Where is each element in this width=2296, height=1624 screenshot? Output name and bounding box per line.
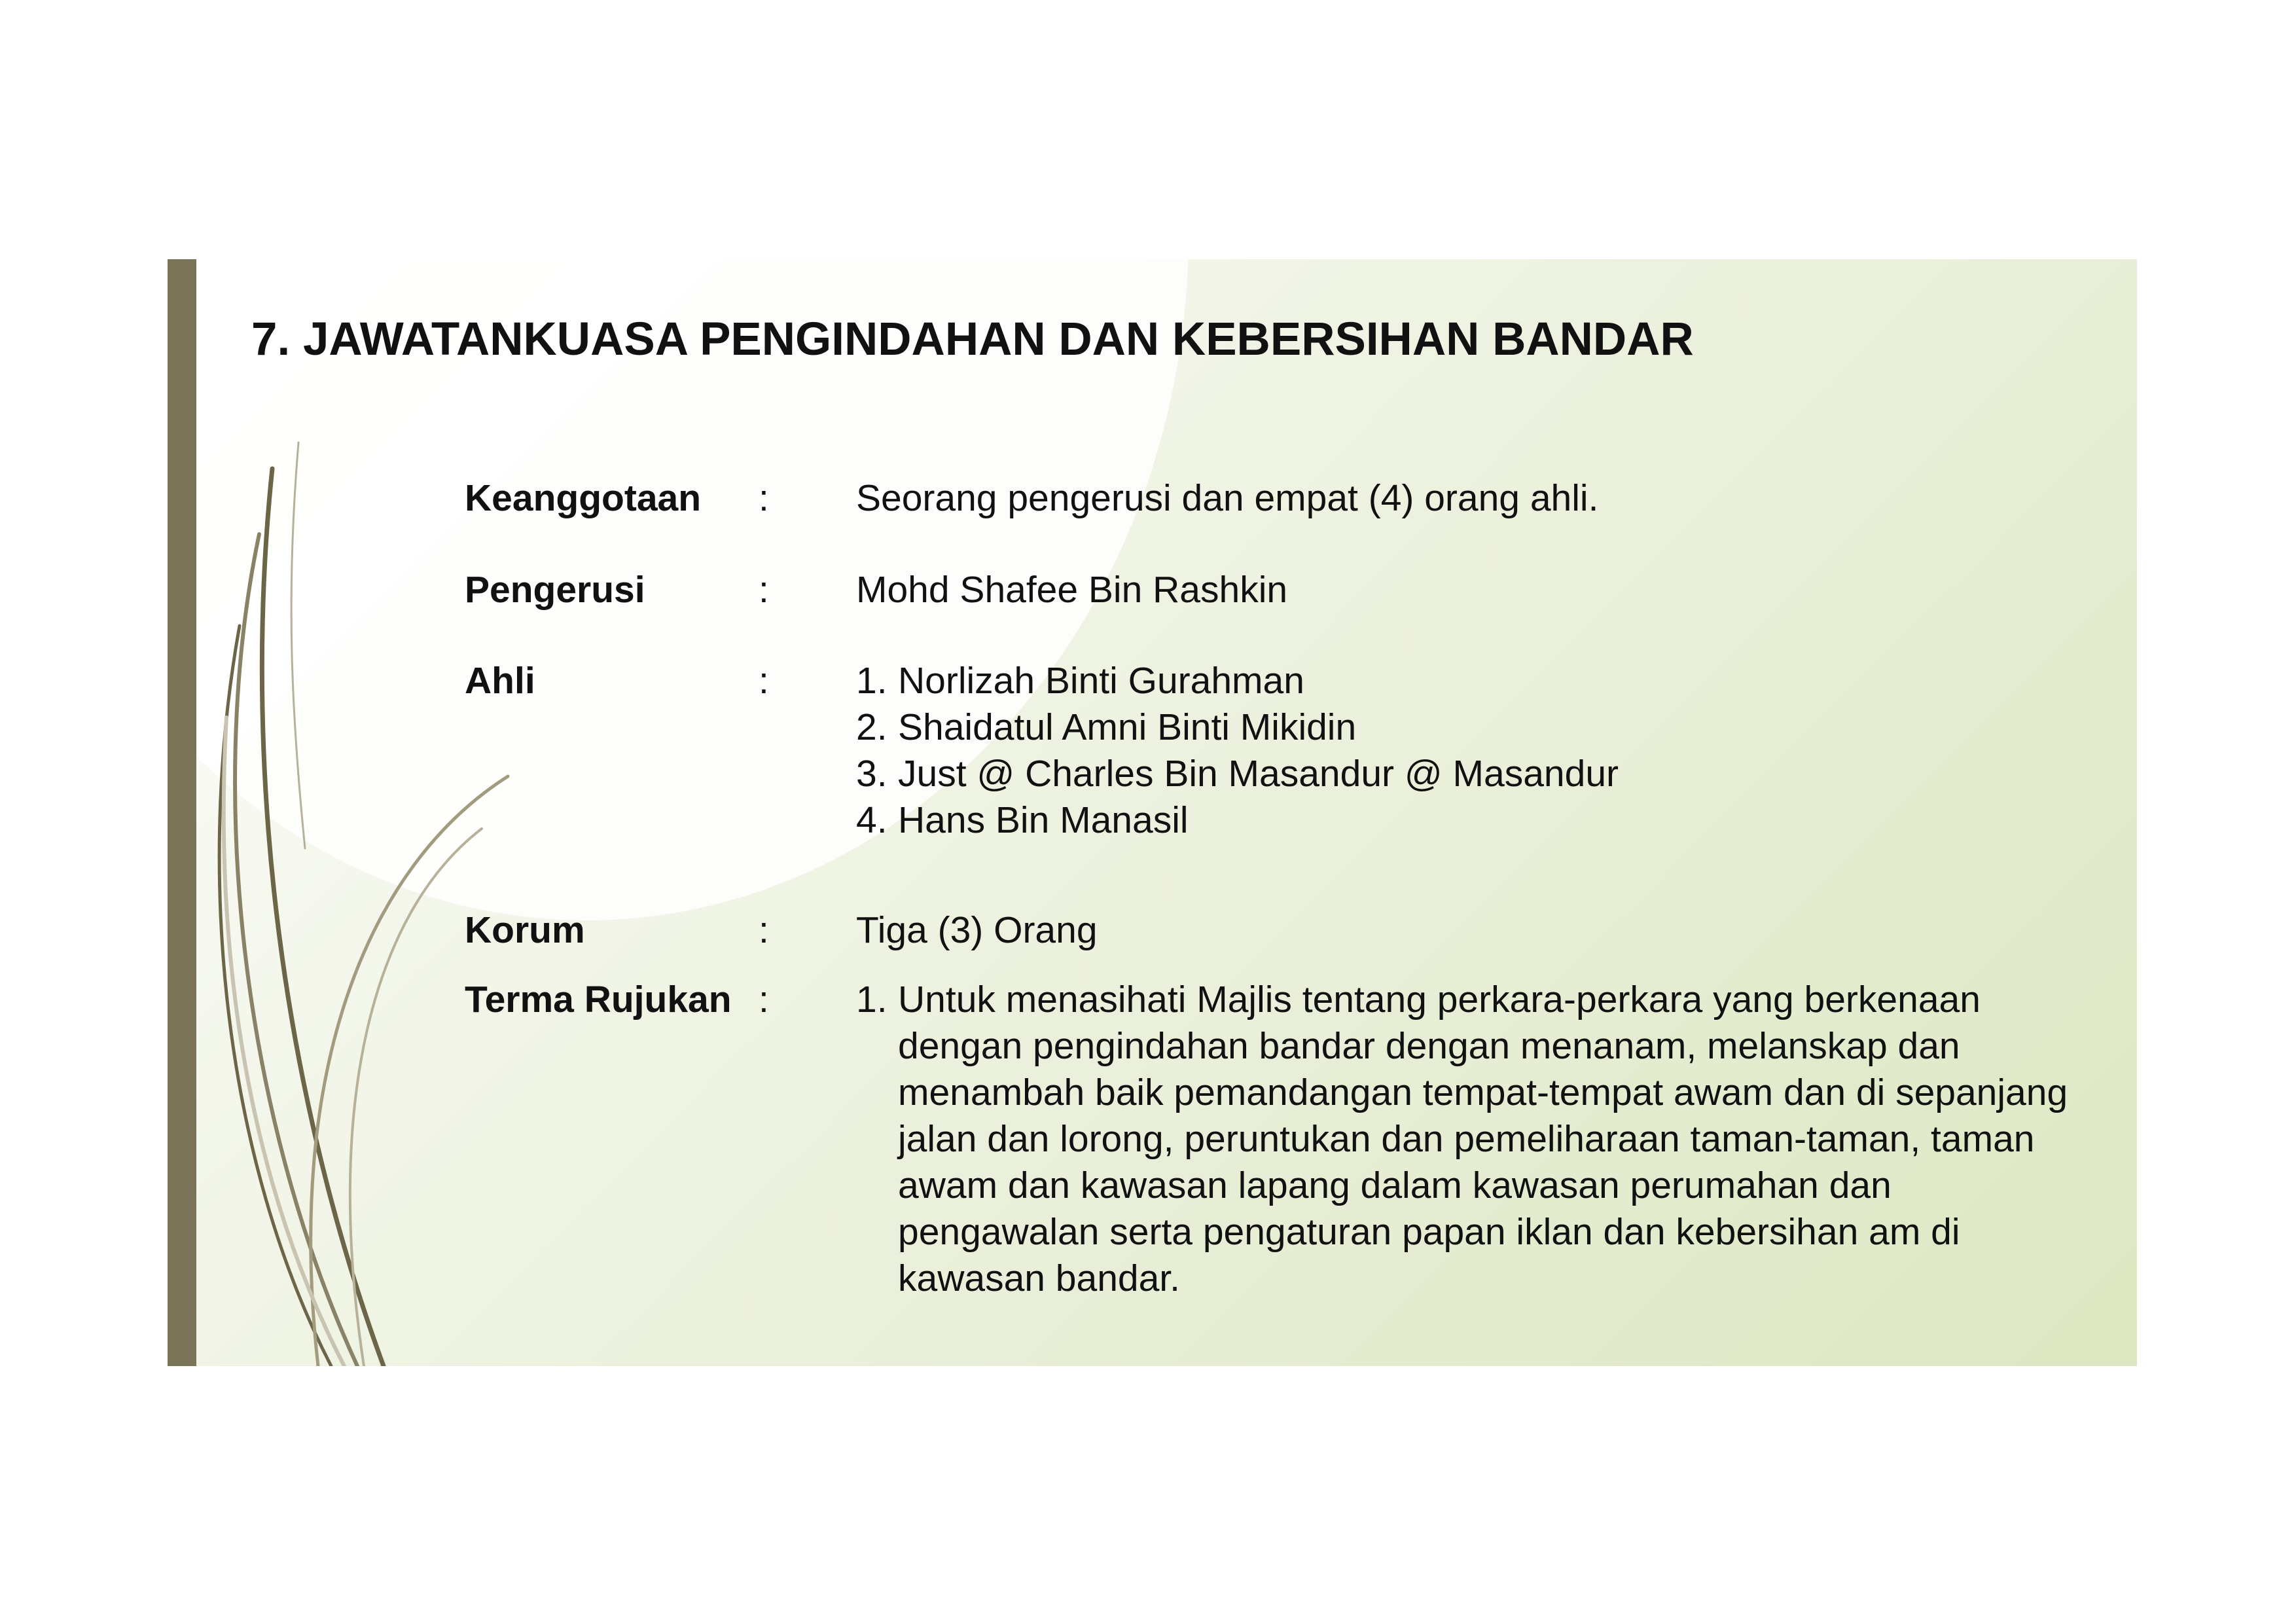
field-colon: : bbox=[759, 909, 769, 951]
field-label: Keanggotaan bbox=[465, 477, 702, 519]
list-number: 2. bbox=[856, 706, 888, 748]
terms-list bbox=[856, 977, 2087, 1302]
member-name: Just @ Charles Bin Masandur @ Masandur bbox=[898, 753, 1619, 795]
slide bbox=[168, 259, 2137, 1366]
field-colon: : bbox=[759, 569, 769, 611]
field-label: Ahli bbox=[465, 660, 535, 702]
field-colon: : bbox=[759, 660, 769, 702]
accent-bar bbox=[168, 259, 196, 1366]
member-name: Norlizah Binti Gurahman bbox=[898, 660, 1304, 702]
list-number: 1. bbox=[856, 660, 888, 702]
field-label: Pengerusi bbox=[465, 569, 645, 611]
field-value: Seorang pengerusi dan empat (4) orang ahli. bbox=[856, 477, 1599, 519]
list-item bbox=[856, 658, 2080, 704]
field-colon: : bbox=[759, 979, 769, 1020]
list-number: 3. bbox=[856, 753, 888, 795]
field-label: Korum bbox=[465, 909, 585, 951]
term-text: Untuk menasihati Majlis tentang perkara-perkara yang berkenaan dengan pengindahan bandar dengan menanam, melanskap dan menambah baik pemandangan tempat-tempat awam dan di sepanjang jalan dan lorong, peruntukan dan pemeliharaan taman-taman, taman awam dan kawasan lapang dalam kawasan perumahan dan pengawalan serta pengaturan papan iklan dan kebersihan am di kawasan bandar. bbox=[898, 979, 2068, 1299]
list-number: 1. bbox=[856, 979, 888, 1020]
field-value: Tiga (3) Orang bbox=[856, 909, 1098, 951]
member-name: Shaidatul Amni Binti Mikidin bbox=[898, 706, 1357, 748]
page-title: 7. JAWATANKUASA PENGINDAHAN DAN KEBERSIHAN BANDAR bbox=[251, 314, 1694, 365]
list-item bbox=[856, 797, 2080, 844]
member-name: Hans Bin Manasil bbox=[898, 799, 1189, 841]
field-label: Terma Rujukan bbox=[465, 979, 732, 1020]
field-colon: : bbox=[759, 477, 769, 519]
list-item bbox=[856, 977, 2087, 1302]
field-value: Mohd Shafee Bin Rashkin bbox=[856, 569, 1288, 611]
list-item bbox=[856, 704, 2080, 751]
list-item bbox=[856, 751, 2080, 797]
member-list bbox=[856, 658, 2080, 844]
list-number: 4. bbox=[856, 799, 888, 841]
